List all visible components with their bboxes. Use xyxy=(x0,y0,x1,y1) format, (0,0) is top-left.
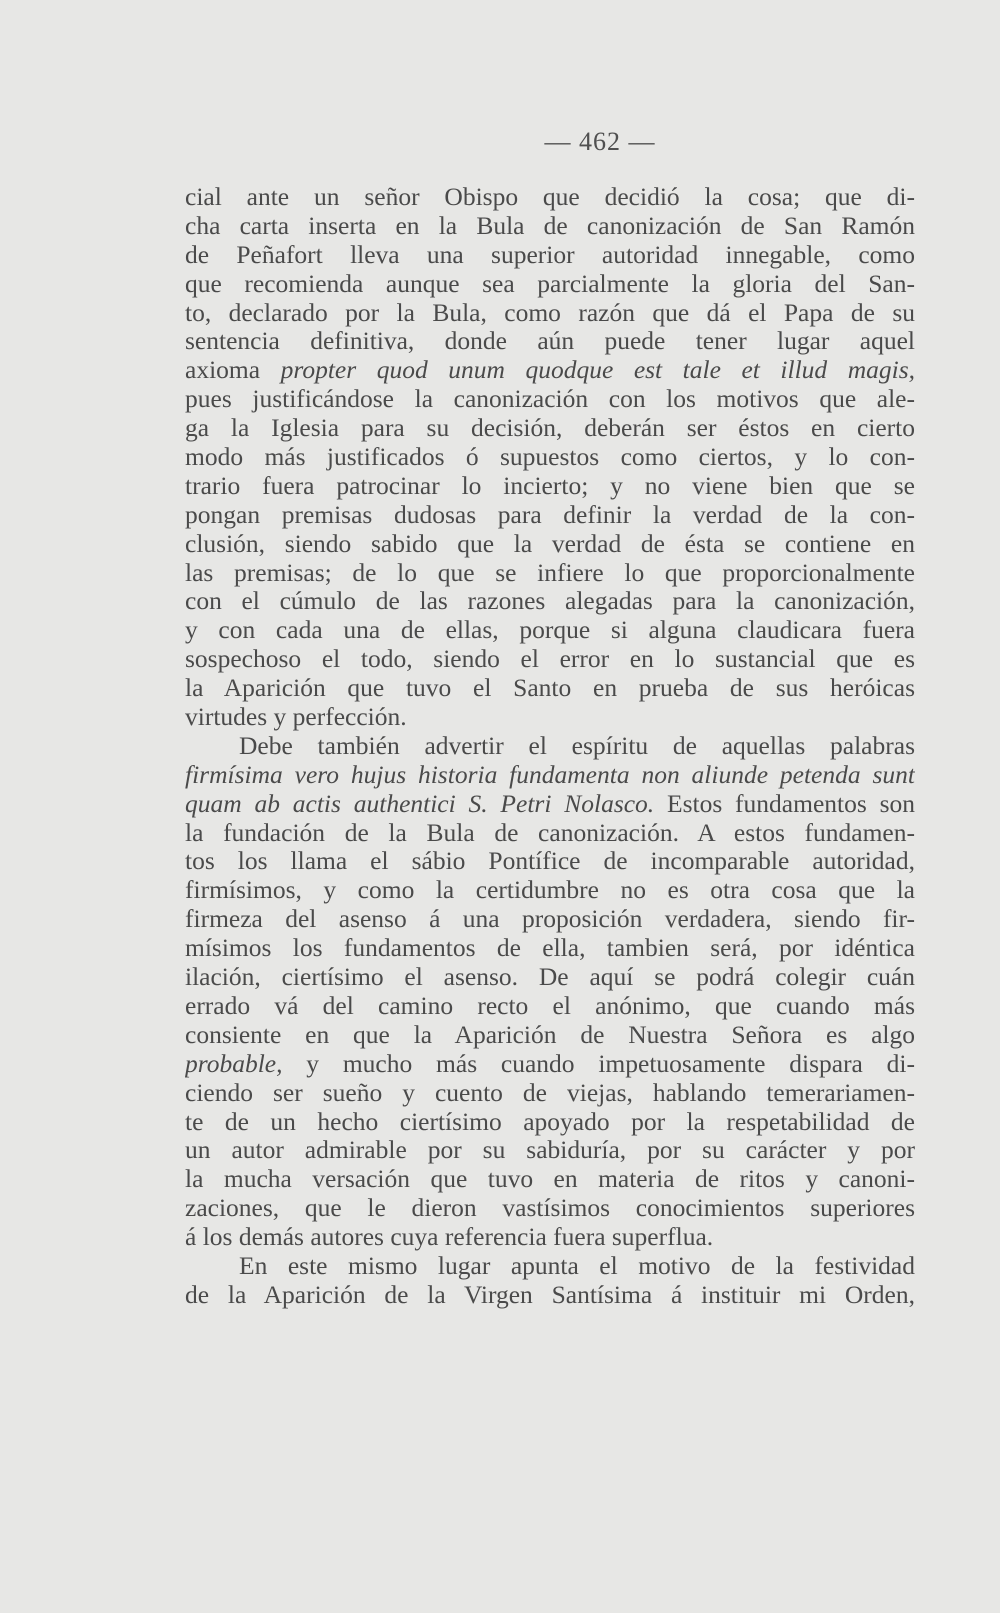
text-line: clusión, siendo sabido que la verdad de ésta se contiene en xyxy=(185,529,915,558)
latin-quote: probable, xyxy=(185,1049,283,1078)
text-line: sospechoso el todo, siendo el error en lo sustancial que es xyxy=(185,645,915,674)
text-line: ga la Iglesia para su decisión, deberán ser éstos en cierto xyxy=(185,414,915,443)
text-line: Debe también advertir el espíritu de aquellas palabras xyxy=(239,731,915,760)
text-line: to, declarado por la Bula, como razón que dá el Papa de su xyxy=(185,298,915,327)
text-line xyxy=(185,761,915,790)
text-line: trario fuera patrocinar lo incierto; y no viene bien que se xyxy=(185,471,915,500)
text-line: las premisas; de lo que se infiere lo que proporcionalmente xyxy=(185,558,915,587)
latin-quote: propter quod unum quodque est tale et illud magis, xyxy=(280,356,915,385)
text-line: consiente en que la Aparición de Nuestra Señora es algo xyxy=(185,1020,915,1049)
text-line: mísimos los fundamentos de ella, tambien será, por idéntica xyxy=(185,934,915,963)
paragraph xyxy=(185,732,915,1252)
text-line: firmísimos, y como la certidumbre no es otra cosa que la xyxy=(185,876,915,905)
text-line: la fundación de la Bula de canonización. A estos fundamen- xyxy=(185,818,915,847)
text-line: un autor admirable por su sabiduría, por su carácter y por xyxy=(185,1136,915,1165)
text-line: cha carta inserta en la Bula de canonización de San Ramón xyxy=(185,211,915,240)
text-line: probable, y mucho más cuando impetuosamente dispara di- xyxy=(185,1049,915,1078)
latin-quote: firmísima vero hujus historia fundamenta non aliunde petenda sunt xyxy=(185,760,915,789)
text-line: virtudes y perfección. xyxy=(185,703,407,732)
latin-quote: quam ab actis authentici S. Petri Nolasco. xyxy=(185,789,655,818)
text-line: la Aparición que tuvo el Santo en prueba de sus heróicas xyxy=(185,674,915,703)
text-line: sentencia definitiva, donde aún puede tener lugar aquel xyxy=(185,327,915,356)
text-line: cial ante un señor Obispo que decidió la cosa; que di- xyxy=(185,183,915,211)
text-line: ilación, ciertísimo el asenso. De aquí se podrá colegir cuán xyxy=(185,963,915,992)
paragraph xyxy=(185,183,915,732)
text-line: y con cada una de ellas, porque si alguna claudicara fuera xyxy=(185,616,915,645)
text-line: ciendo ser sueño y cuento de viejas, hablando temerariamen- xyxy=(185,1078,915,1107)
text-line: firmeza del asenso á una proposición verdadera, siendo fir- xyxy=(185,905,915,934)
text-line: pues justificándose la canonización con los motivos que ale- xyxy=(185,385,915,414)
text-line: te de un hecho ciertísimo apoyado por la respetabilidad de xyxy=(185,1107,915,1136)
text-line: En este mismo lugar apunta el motivo de la festividad xyxy=(239,1251,915,1280)
text-line: pongan premisas dudosas para definir la verdad de la con- xyxy=(185,500,915,529)
text-line: quam ab actis authentici S. Petri Nolasco. Estos fundamentos son xyxy=(185,789,915,818)
text-line: tos los llama el sábio Pontífice de incomparable autoridad, xyxy=(185,847,915,876)
text-line: modo más justificados ó supuestos como ciertos, y lo con- xyxy=(185,443,915,472)
text-line: axioma propter quod unum quodque est tale et illud magis, xyxy=(185,356,915,385)
text-line: de Peñafort lleva una superior autoridad innegable, como xyxy=(185,240,915,269)
text-line: con el cúmulo de las razones alegadas para la canonización, xyxy=(185,587,915,616)
text-line: que recomienda aunque sea parcialmente la gloria del San- xyxy=(185,269,915,298)
paragraph xyxy=(185,1252,915,1310)
text-line: errado vá del camino recto el anónimo, que cuando más xyxy=(185,991,915,1020)
page-number: — 462 — xyxy=(544,127,656,156)
text-line: la mucha versación que tuvo en materia de ritos y canoni- xyxy=(185,1165,915,1194)
text-line: zaciones, que le dieron vastísimos conocimientos superiores xyxy=(185,1194,915,1223)
body-text xyxy=(185,183,915,1310)
text-line: á los demás autores cuya referencia fuera superflua. xyxy=(185,1223,714,1252)
text-line: de la Aparición de la Virgen Santísima á instituir mi Orden, xyxy=(185,1280,915,1309)
